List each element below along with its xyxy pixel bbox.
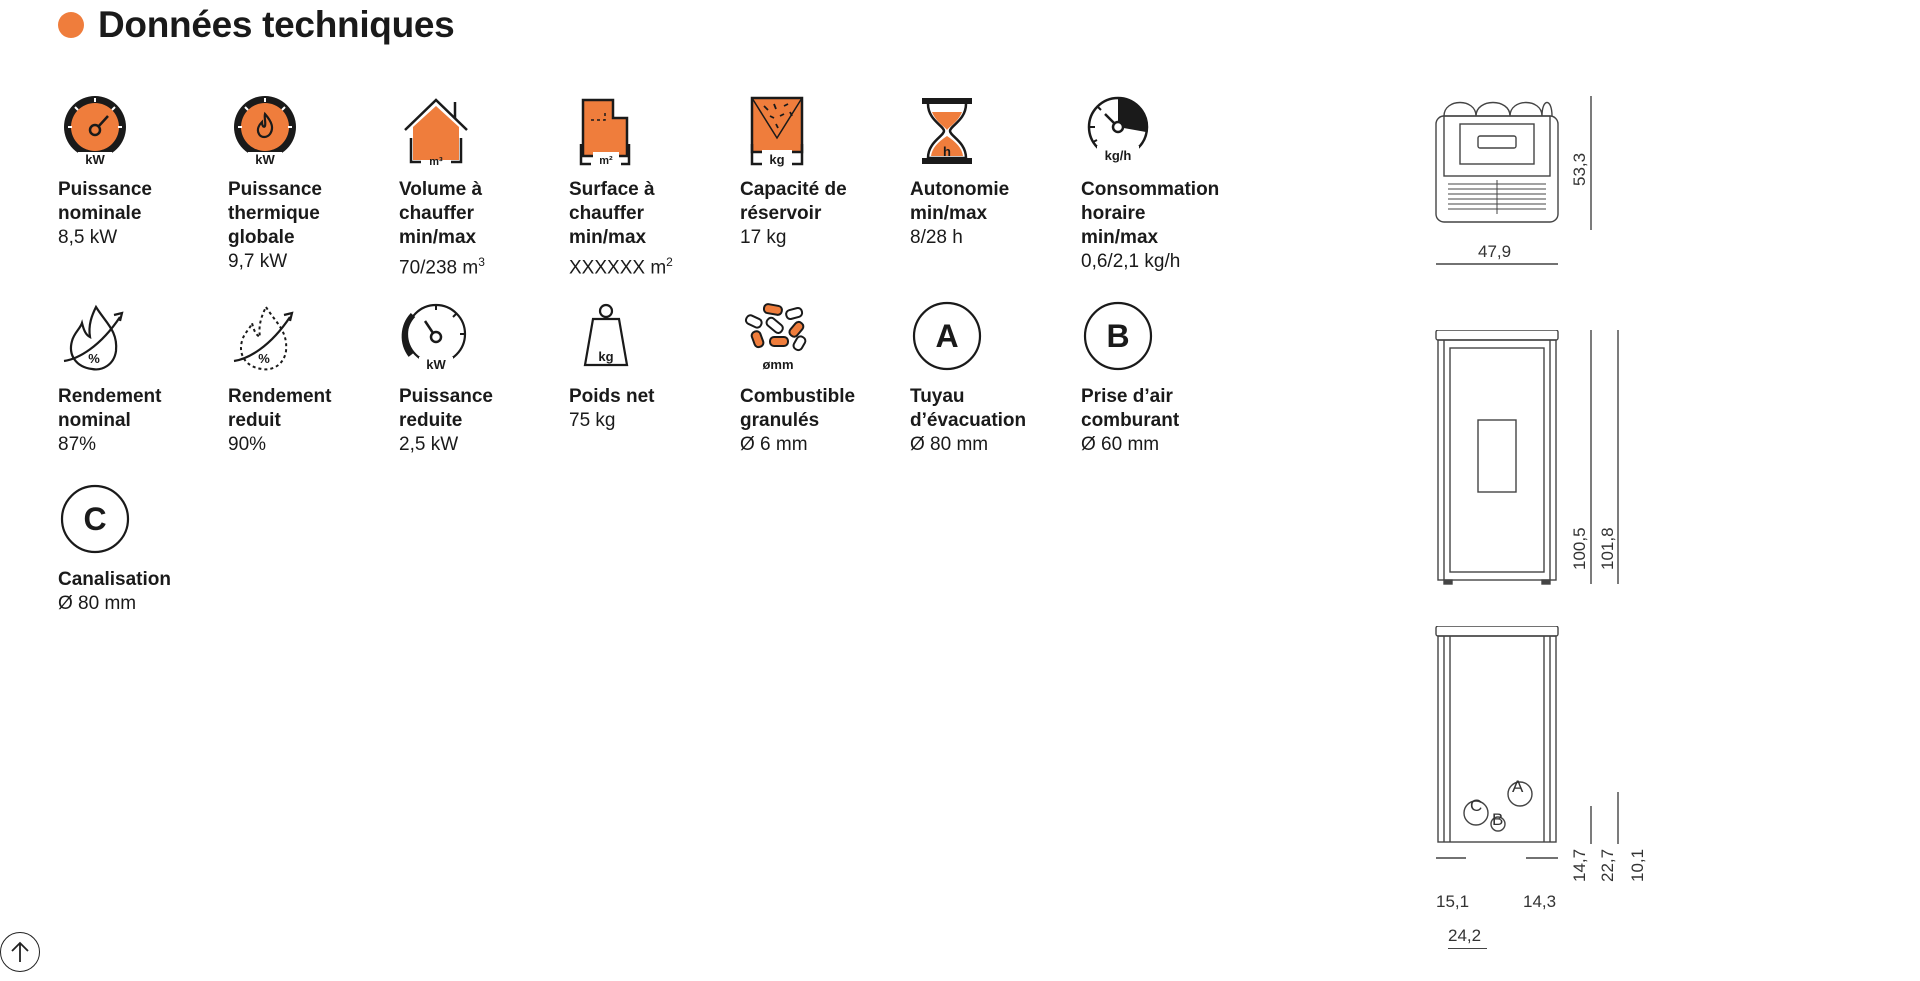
spec-air-intake <box>1081 301 1251 457</box>
dimension-h2: 22,7 <box>1598 848 1617 882</box>
dimension-h1: 14,7 <box>1570 848 1589 882</box>
consumption-clock-icon <box>1081 94 1155 168</box>
connector-label-a: A <box>1512 777 1524 796</box>
spec-label: Rendement reduit <box>228 386 332 431</box>
spec-label: Puissance thermique globale <box>228 179 322 248</box>
spec-ducting <box>58 484 228 616</box>
dimension-depth: 53,3 <box>1570 152 1589 186</box>
icon-letter: B <box>1106 318 1130 354</box>
icon-unit: kg <box>769 152 785 167</box>
weight-icon <box>569 301 643 375</box>
dimension-left: 15,1 <box>1436 892 1470 911</box>
spec-reduced-efficiency <box>228 301 398 457</box>
spec-value: 9,7 kW <box>228 251 288 272</box>
spec-net-weight <box>569 301 739 433</box>
hopper-capacity-icon <box>740 94 814 168</box>
scroll-to-top-button[interactable] <box>0 932 40 972</box>
spec-value: 75 kg <box>569 410 616 431</box>
spec-value: 90% <box>228 434 267 455</box>
spec-value: Ø 80 mm <box>910 434 989 455</box>
spec-global-thermal-power <box>228 94 398 274</box>
dimension-body-height: 100,5 <box>1570 527 1589 570</box>
efficiency-dashed-flame-icon <box>228 301 302 375</box>
icon-unit: kW <box>426 357 446 372</box>
spec-label: Volume à chauffer min/max <box>399 179 483 248</box>
spec-value: Ø 6 mm <box>740 434 808 455</box>
dimension-width: 47,9 <box>1478 242 1512 261</box>
spec-label: Combustible granulés <box>740 386 856 431</box>
section-header <box>58 4 454 46</box>
connector-label-b: B <box>1492 810 1504 829</box>
back-view-drawing <box>1400 626 1640 876</box>
spec-value: 87% <box>58 434 97 455</box>
spec-nominal-power <box>58 94 228 250</box>
letter-b-icon <box>1081 301 1155 375</box>
spec-label: Canalisation <box>58 569 171 590</box>
gauge-kw-icon <box>58 94 132 168</box>
dimension-span: 24,2 <box>1448 926 1487 949</box>
spec-value: Ø 80 mm <box>58 593 137 614</box>
spec-autonomy <box>910 94 1080 250</box>
spec-value: 8/28 h <box>910 227 963 248</box>
pellets-icon <box>740 301 814 375</box>
letter-a-icon <box>910 301 984 375</box>
dimension-total-height: 101,8 <box>1598 527 1617 570</box>
dimension-h3: 10,1 <box>1628 848 1647 882</box>
icon-unit: % <box>88 351 100 366</box>
spec-exhaust-pipe <box>910 301 1080 457</box>
spec-value: 8,5 kW <box>58 227 118 248</box>
icon-unit: kg/h <box>1104 148 1132 163</box>
icon-unit: kW <box>255 152 275 167</box>
hourglass-icon <box>910 94 984 168</box>
icon-unit: h <box>943 144 951 159</box>
spec-value: 70/238 $m^3$ <box>399 255 485 279</box>
icon-unit: % <box>258 351 270 366</box>
technical-drawings <box>1400 90 1700 970</box>
house-volume-icon <box>399 94 473 168</box>
floor-area-icon <box>569 94 643 168</box>
connector-label-c: C <box>1470 796 1483 815</box>
spec-label: Puissance nominale <box>58 179 152 224</box>
spec-value: 0,6/2,1 kg/h <box>1081 251 1181 272</box>
flame-gauge-icon <box>228 94 302 168</box>
icon-unit: ømm <box>762 357 794 372</box>
letter-c-icon <box>58 484 132 558</box>
spec-label: Tuyau d’évacuation <box>910 386 1027 431</box>
spec-tank-capacity <box>740 94 910 250</box>
spec-value: 2,5 kW <box>399 434 459 455</box>
icon-unit: m² <box>599 155 613 167</box>
spec-value: Ø 60 mm <box>1081 434 1160 455</box>
spec-label: Consommation horaire min/max <box>1081 179 1220 248</box>
icon-letter: C <box>83 501 107 537</box>
spec-nominal-efficiency <box>58 301 228 457</box>
icon-unit: kW <box>85 152 105 167</box>
bullet-dot <box>58 12 84 38</box>
spec-label: Autonomie min/max <box>910 179 1010 224</box>
page-title: Données techniques <box>98 4 455 45</box>
spec-label: Rendement nominal <box>58 386 162 431</box>
dimension-right: 14,3 <box>1523 892 1557 911</box>
icon-unit: m³ <box>429 156 443 168</box>
reduced-power-gauge-icon <box>399 301 473 375</box>
spec-heating-volume <box>399 94 569 280</box>
spec-value: XXXXXX $m^2$ <box>569 255 673 279</box>
icon-unit: kg <box>598 349 614 364</box>
spec-label: Surface à chauffer min/max <box>569 179 655 248</box>
spec-hourly-consumption <box>1081 94 1251 274</box>
spec-reduced-power <box>399 301 569 457</box>
spec-label: Prise d’air comburant <box>1081 386 1180 431</box>
spec-fuel-pellets <box>740 301 910 457</box>
arrow-up-icon <box>1 933 39 971</box>
spec-label: Capacité de réservoir <box>740 179 847 224</box>
spec-value: 17 kg <box>740 227 787 248</box>
spec-label: Puissance reduite <box>399 386 493 431</box>
icon-letter: A <box>935 318 959 354</box>
efficiency-flame-icon <box>58 301 132 375</box>
spec-heating-area <box>569 94 739 280</box>
spec-label: Poids net <box>569 386 655 407</box>
